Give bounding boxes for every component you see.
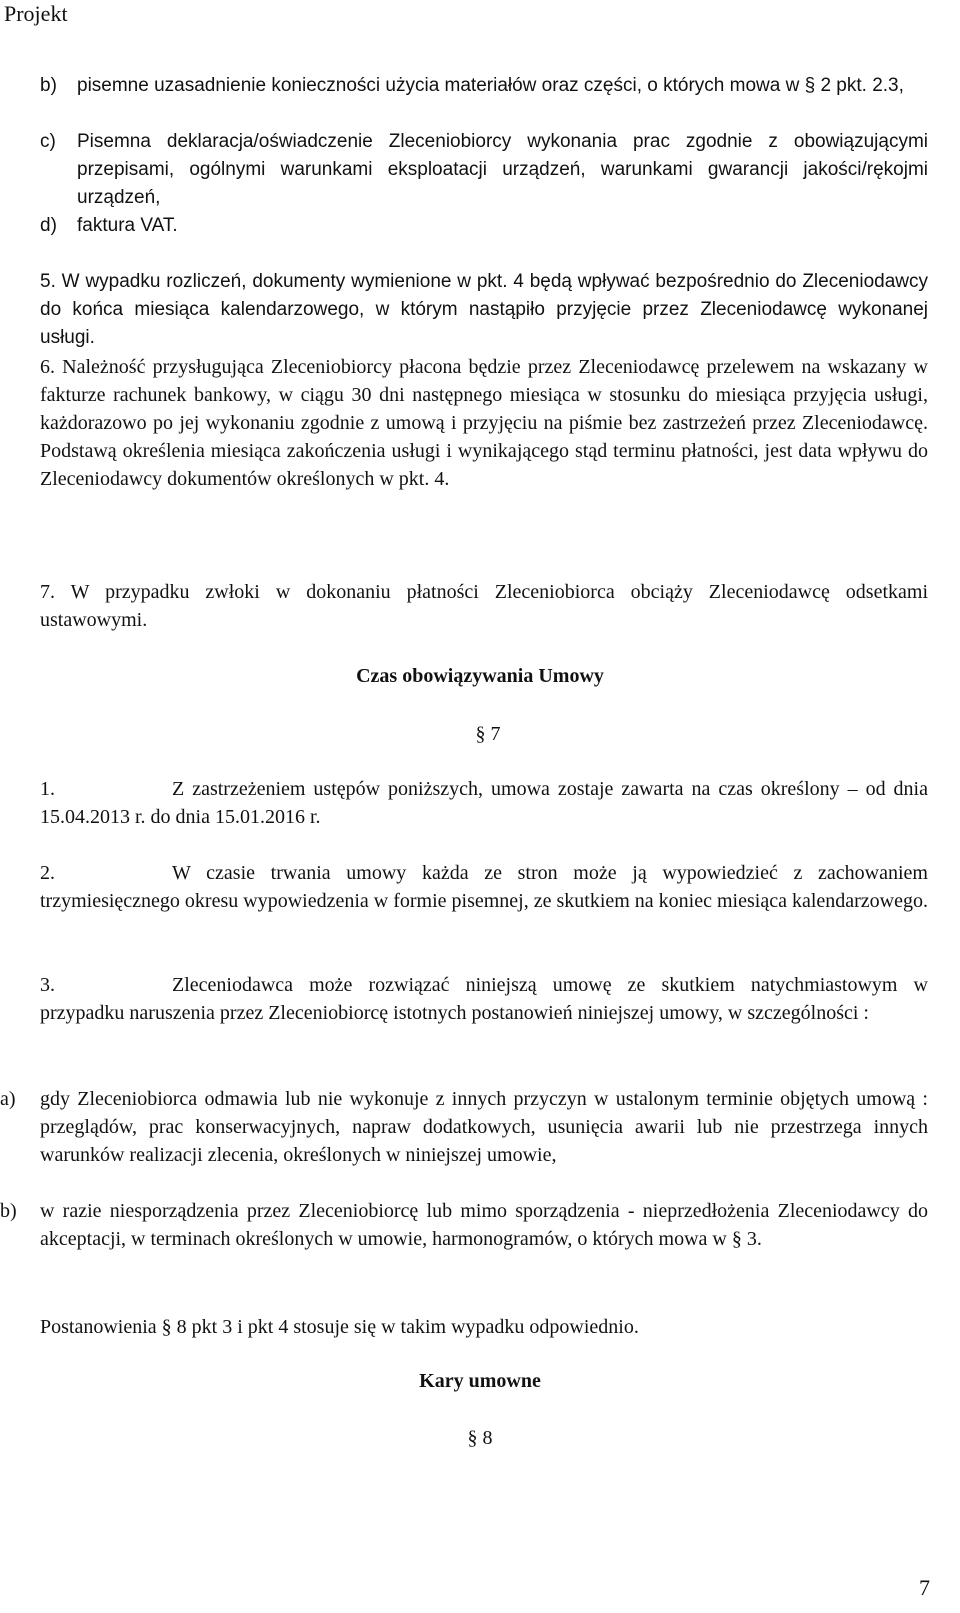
list-label: b): [0, 1200, 17, 1222]
clause-7-1: [40, 775, 928, 831]
document-header: [0, 0, 960, 32]
section-7-note: Postanowienia § 8 pkt 3 i pkt 4 stosuje się w takim wypadku odpowiednio.: [40, 1316, 639, 1338]
section-symbol-7: § 7: [475, 723, 501, 745]
paragraph-5: 5. W wypadku rozliczeń, dokumenty wymienione w pkt. 4 będą wpływać bezpośrednio do Zleceniodawcy do końca miesiąca kalendarzowego, w którym nastąpiło przyjęcie przez Zleceniodawcę wykonanej usługi.: [40, 271, 928, 348]
header-title: Projekt: [4, 1, 68, 26]
list-text: faktura VAT.: [77, 215, 178, 236]
clause-number: 1.: [40, 778, 55, 800]
clause-7-3: [40, 971, 928, 1027]
page-number: 7: [919, 1575, 930, 1600]
list-text: w razie niesporządzenia przez Zleceniobiorcę lub mimo sporządzenia - nieprzedłożenia Zleceniodawcy do akceptacji, w terminach określonych w umowie, harmonogramów, o których mowa w § 3.: [40, 1200, 928, 1250]
paragraph-6: 6. Należność przysługująca Zleceniobiorcy płacona będzie przez Zleceniodawcę przelewem na wskazany w fakturze rachunek bankowy, w ciągu 30 dni następnego miesiąca w stosunku do miesiąca przyjęcia usługi, każdorazowo po jej wykonaniu zgodnie z umową i przyjęciu na piśmie bez zastrzeżeń przez Zleceniodawcę. Podstawą określenia miesiąca zakończenia usługi i wynikającego stąd terminu płatności, jest data wpływu do Zleceniodawcy dokumentów określonych w pkt. 4.: [40, 356, 928, 490]
list-item-d: [40, 212, 928, 240]
clause-text: Z zastrzeżeniem ustępów poniższych, umowa zostaje zawarta na czas określony – od dnia 15.04.2013 r. do dnia 15.01.2016 r.: [40, 778, 928, 828]
list-label: c): [40, 131, 56, 152]
list-text: gdy Zleceniobiorca odmawia lub nie wykonuje z innych przyczyn w ustalonym terminie objętych umową : przeglądów, prac konserwacyjnych, napraw dodatkowych, usunięcia awarii lub nie przestrzega innych warunków realizacji zlecenia, określonych w niniejszej umowie,: [40, 1088, 928, 1166]
section-symbol-8: § 8: [467, 1427, 493, 1449]
clause-text: W czasie trwania umowy każda ze stron może ją wypowiedzieć z zachowaniem trzymiesięcznego okresu wypowiedzenia w formie pisemnej, ze skutkiem na koniec miesiąca kalendarzowego.: [40, 862, 928, 912]
clause-7-2: [40, 859, 928, 915]
clause-number: 3.: [40, 974, 55, 996]
paragraph-7: 7. W przypadku zwłoki w dokonaniu płatności Zleceniobiorca obciąży Zleceniodawcę odsetkami ustawowymi.: [40, 581, 928, 631]
clause-7-3-b: [0, 1197, 928, 1253]
list-label: d): [40, 215, 57, 236]
clause-7-3-a: [0, 1085, 928, 1169]
list-label: b): [40, 75, 57, 96]
list-item-b: [40, 72, 928, 100]
clause-text: Zleceniodawca może rozwiązać niniejszą umowę ze skutkiem natychmiastowym w przypadku naruszenia przez Zleceniobiorcę istotnych postanowień niniejszej umowy, w szczególności :: [40, 974, 928, 1024]
section-heading-8: Kary umowne: [419, 1370, 541, 1392]
section-heading-7: Czas obowiązywania Umowy: [356, 665, 604, 687]
list-text: Pisemna deklaracja/oświadczenie Zleceniobiorcy wykonania prac zgodnie z obowiązującymi przepisami, ogólnymi warunkami eksploatacji urządzeń, warunkami gwarancji jakości/rękojmi urządzeń,: [77, 131, 928, 208]
clause-number: 2.: [40, 862, 55, 884]
list-text: pisemne uzasadnienie konieczności użycia materiałów oraz części, o których mowa w § 2 pkt. 2.3,: [77, 75, 904, 96]
list-item-c: [40, 128, 928, 212]
list-label: a): [0, 1088, 16, 1110]
